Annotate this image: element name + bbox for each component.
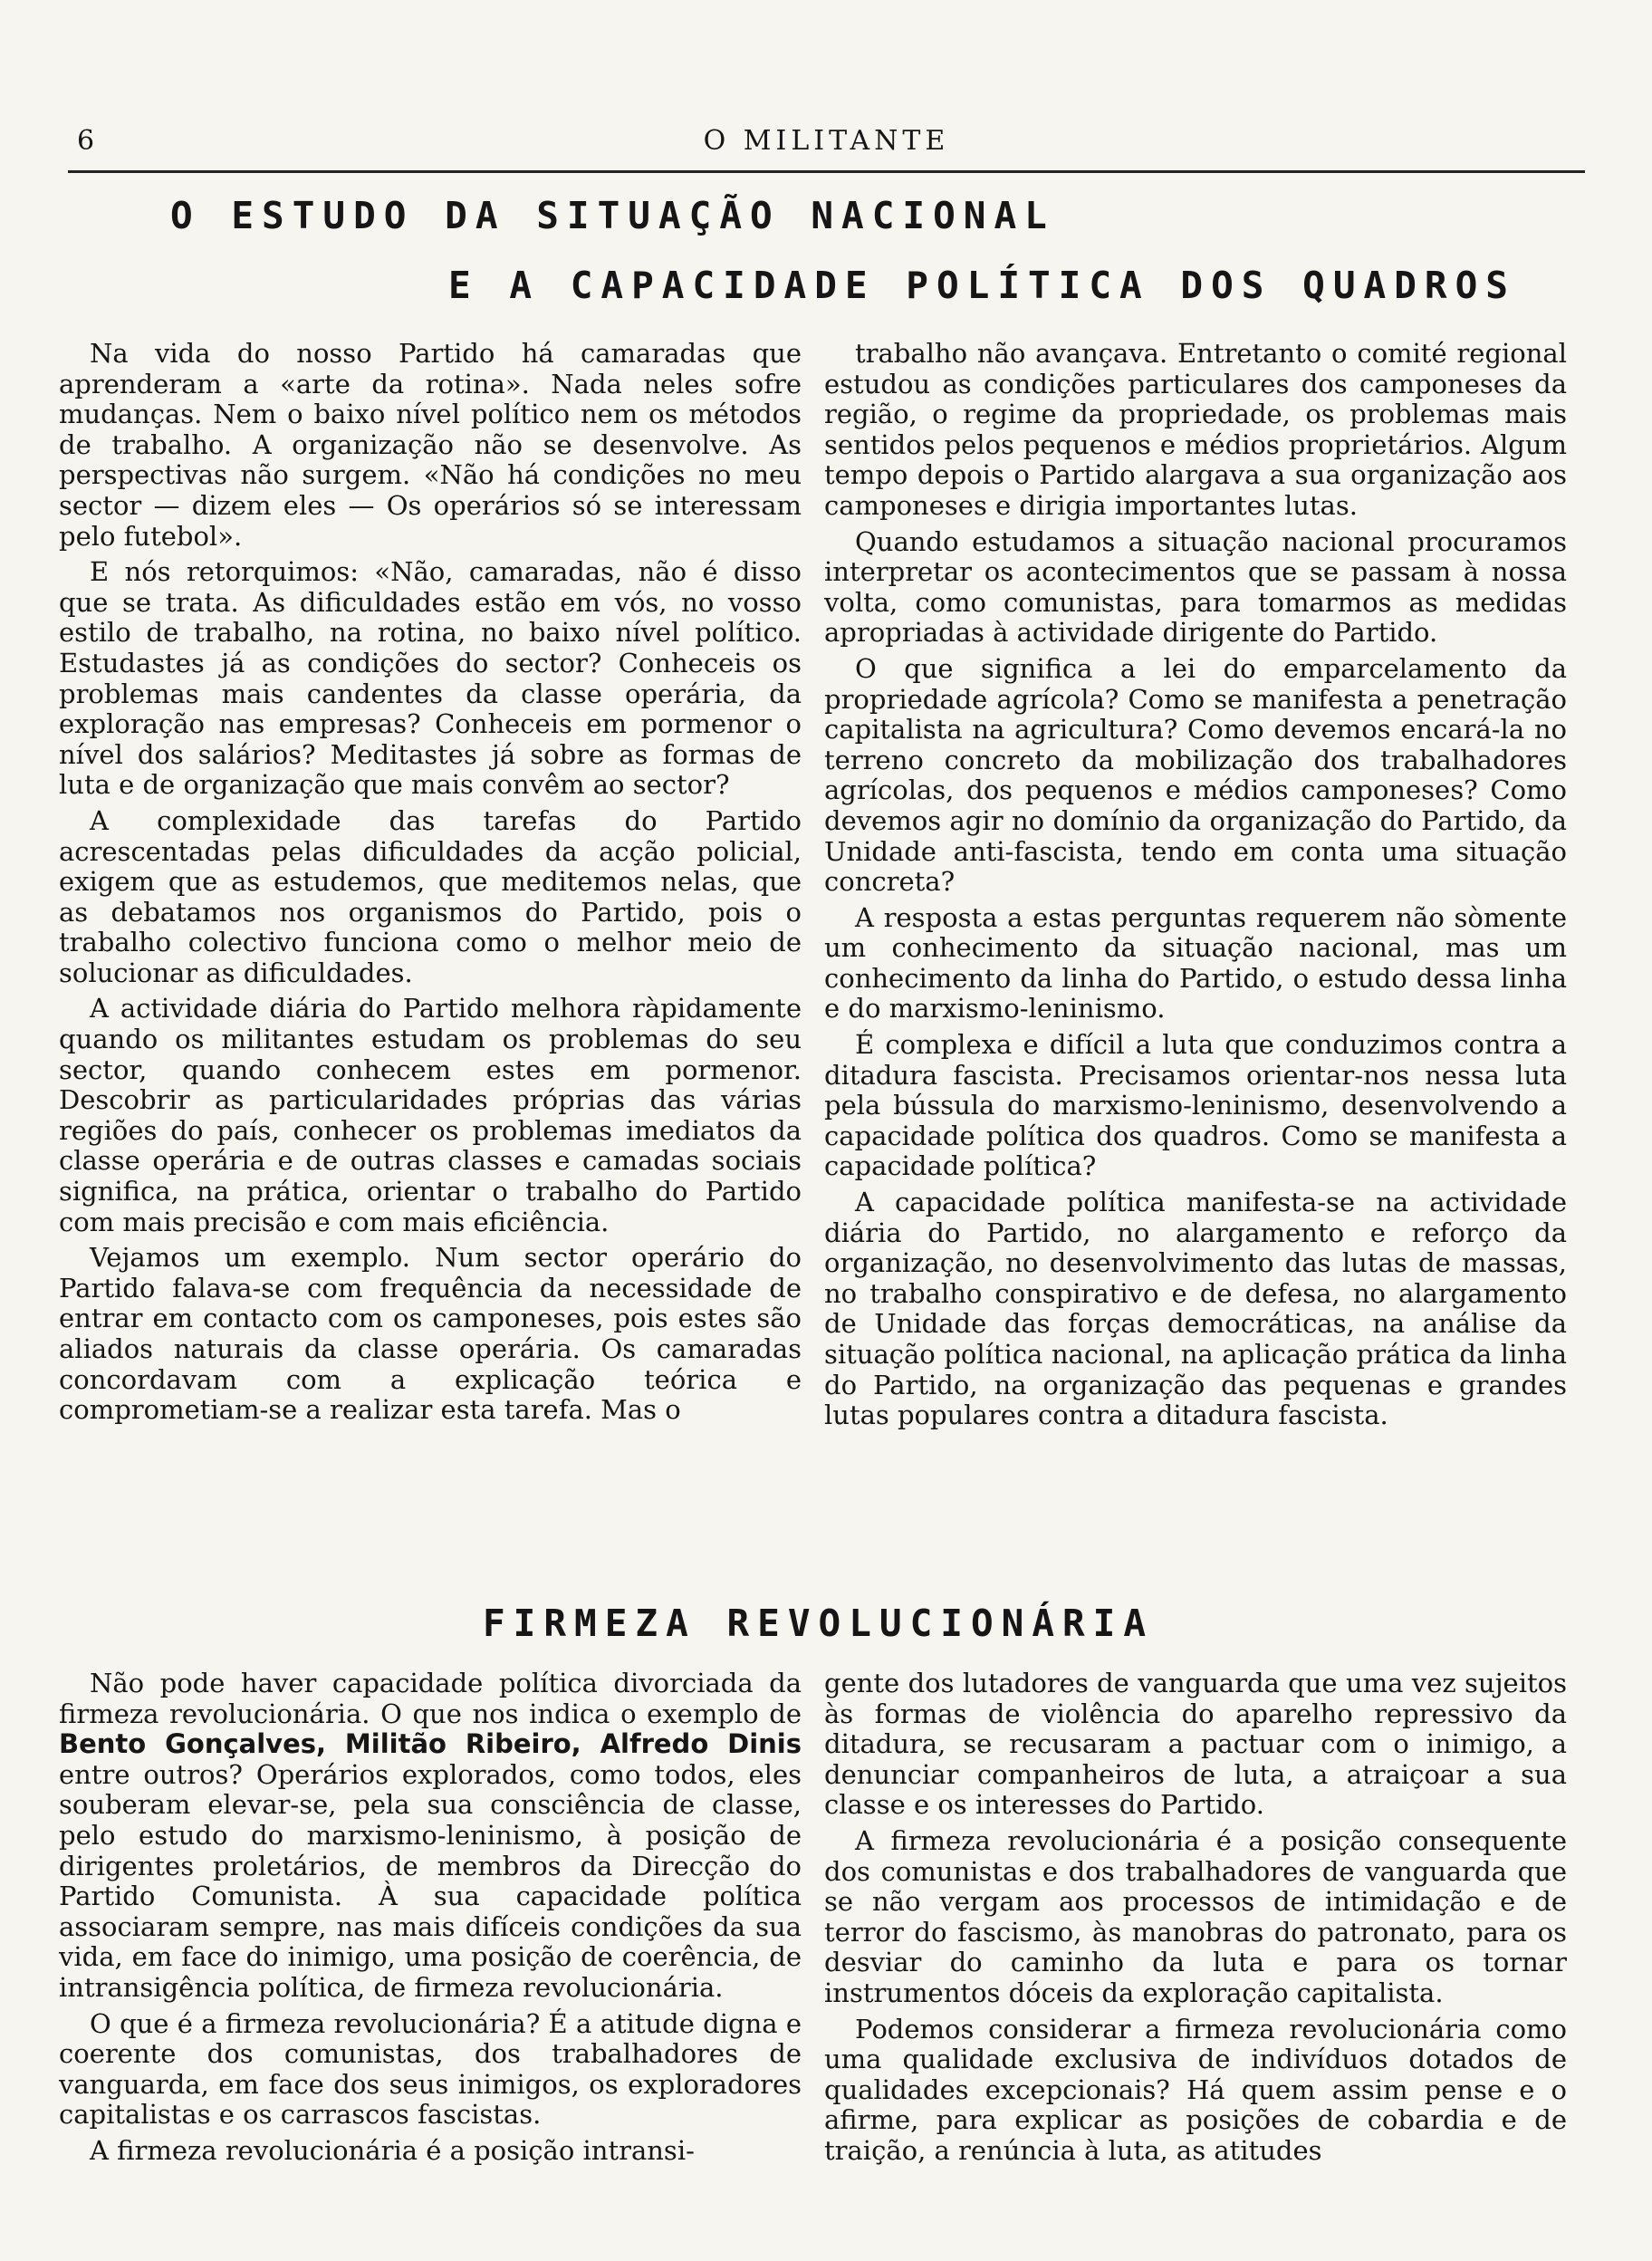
text-segment: entre outros? Operários explorados, como todos, eles souberam elevar-se, pela sua consciência de classe, pelo estudo do marxismo-leninismo, à posição de dirigentes proletários, de membros da Direcção do Partido Comunista. À sua capacidade política associaram sempre, nas mais difíceis condições da sua vida, em face do inimigo, uma posição de coerência, de intransigência política, de firmeza revolucionária.	[59, 1758, 802, 2003]
article1-left-column	[59, 339, 802, 1431]
article1-paragraph: O que significa a lei do emparcelamento da propriedade agrícola? Como se manifesta a penetração capitalista na agricultura? Como devemos encará-la no terreno concreto da mobilização dos trabalhadores agrícolas, dos pequenos e médios camponeses? Como devemos agir no domínio da organização do Partido, da Unidade anti-fascista, tendo em conta uma situação concreta?	[824, 652, 1567, 898]
article1-paragraph: Quando estudamos a situação nacional procuramos interpretar os acontecimentos que se passam à nossa volta, como comunistas, para tomarmos as medidas apropriadas à actividade dirigente do Partido.	[824, 525, 1567, 649]
article1-paragraph: A capacidade política manifesta-se na actividade diária do Partido, no alargamento e reforço da organização, no desenvolvimento das lutas de massas, no trabalho conspirativo e de defesa, no alargamento de Unidade das forças democráticas, na análise da situação política nacional, na aplicação prática da linha do Partido, na organização das pequenas e grandes lutas populares contra a ditadura fascista.	[824, 1187, 1567, 1431]
article2-right-column	[824, 1669, 1567, 2172]
running-head	[68, 121, 1585, 167]
article1-paragraph: A resposta a estas perguntas requerem não sòmente um conhecimento da situação nacional, mas um conhecimento da linha do Partido, o estudo dessa linha e do marxismo-leninismo.	[824, 901, 1567, 1025]
article2-left-column	[59, 1669, 802, 2172]
article2-paragraph: O que é a firmeza revolucionária? É a atitude digna e coerente dos comunistas, dos trabalhadores de vanguarda, em face dos seus inimigos, os exploradores capitalistas e os carrascos fascistas.	[59, 2007, 802, 2131]
article1-title-line2: E A CAPACIDADE POLÍTICA DOS QUADROS	[448, 264, 1516, 307]
article1-paragraph: É complexa e difícil a luta que conduzimos contra a ditadura fascista. Precisamos orientar-nos nessa luta pela bússula do marxismo-leninismo, desenvolvendo a capacidade política dos quadros. Como se manifesta a capacidade política?	[824, 1029, 1567, 1182]
article1-paragraph: Vejamos um exemplo. Num sector operário do Partido falava-se com frequência da necessidade de entrar em contacto com os camponeses, pois estes são aliados naturais da classe operária. Os camaradas concordavam com a explicação teórica e comprometiam-se a realizar esta tarefa. Mas o	[59, 1242, 802, 1426]
militant-names: Bento Gonçalves, Militão Ribeiro, Alfredo Dinis	[59, 1728, 802, 1760]
article2-paragraph: A firmeza revolucionária é a posição intransi-	[90, 2134, 695, 2166]
article2-paragraph	[59, 1669, 802, 2004]
text-segment: Não pode haver capacidade política divorciada da firmeza revolucionária. O que nos indica o exemplo de	[59, 1668, 802, 1729]
header-rule	[68, 170, 1585, 173]
article1-paragraph: A complexidade das tarefas do Partido acrescentadas pelas dificuldades da acção policial, exigem que as estudemos, que meditemos nelas, que as debatamos nos organismos do Partido, pois o trabalho colectivo funciona como o melhor meio de solucionar as dificuldades.	[59, 804, 802, 988]
article2-title: FIRMEZA REVOLUCIONÁRIA	[483, 1602, 1155, 1645]
article2-paragraph: Podemos considerar a firmeza revolucionária como uma qualidade exclusiva de indivíduos dotados de qualidades excepcionais? Há quem assim pense e o afirme, para explicar as posições de cobardia e de traição, a renúncia à luta, as atitudes	[824, 2013, 1567, 2166]
article1-title-line1: O ESTUDO DA SITUAÇÃO NACIONAL	[170, 194, 1055, 237]
article1-right-column	[824, 339, 1567, 1437]
article2-paragraph: A firmeza revolucionária é a posição consequente dos comunistas e dos trabalhadores de vanguarda que se não vergam aos processos de intimidação e de terror do fascismo, às manobras do patronato, para os desviar do caminho da luta e para os tornar instrumentos dóceis da exploração capitalista.	[824, 1824, 1567, 2008]
article1-paragraph: Na vida do nosso Partido há camaradas que aprenderam a «arte da rotina». Nada neles sofre mudanças. Nem o baixo nível político nem os métodos de trabalho. A organização não se desenvolve. As perspectivas não surgem. «Não há condições no meu sector — dizem eles — Os operários só se interessam pelo futebol».	[59, 338, 802, 552]
article2-paragraph: gente dos lutadores de vanguarda que uma vez sujeitos às formas de violência do aparelho repressivo da ditadura, se recusaram a pactuar com o inimigo, a denunciar companheiros de luta, a atraiçoar a sua classe e os interesses do Partido.	[824, 1668, 1567, 1821]
article1-paragraph: A actividade diária do Partido melhora ràpidamente quando os militantes estudam os problemas do seu sector, quando conhecem estes em pormenor. Descobrir as particularidades próprias das várias regiões do país, conhecer os problemas imediatos da classe operária e de outras classes e camadas sociais significa, na prática, orientar o trabalho do Partido com mais precisão e com mais eficiência.	[59, 993, 802, 1237]
article1-paragraph: trabalho não avançava. Entretanto o comité regional estudou as condições particulares dos camponeses da região, o regime da propriedade, os problemas mais sentidos pelos pequenos e médios proprietários. Algum tempo depois o Partido alargava a sua organização aos camponeses e dirigia importantes lutas.	[824, 338, 1567, 521]
journal-name: O MILITANTE	[703, 125, 950, 157]
article1-paragraph: E nós retorquimos: «Não, camaradas, não é disso que se trata. As dificuldades estão em vós, no vosso estilo de trabalho, na rotina, no baixo nível político. Estudastes já as condições do sector? Conheceis os problemas mais candentes da classe operária, da exploração nas empresas? Conheceis em pormenor o nível dos salários? Meditastes já sobre as formas de luta e de organização que mais convêm ao sector?	[59, 556, 802, 801]
page-number: 6	[77, 125, 100, 157]
